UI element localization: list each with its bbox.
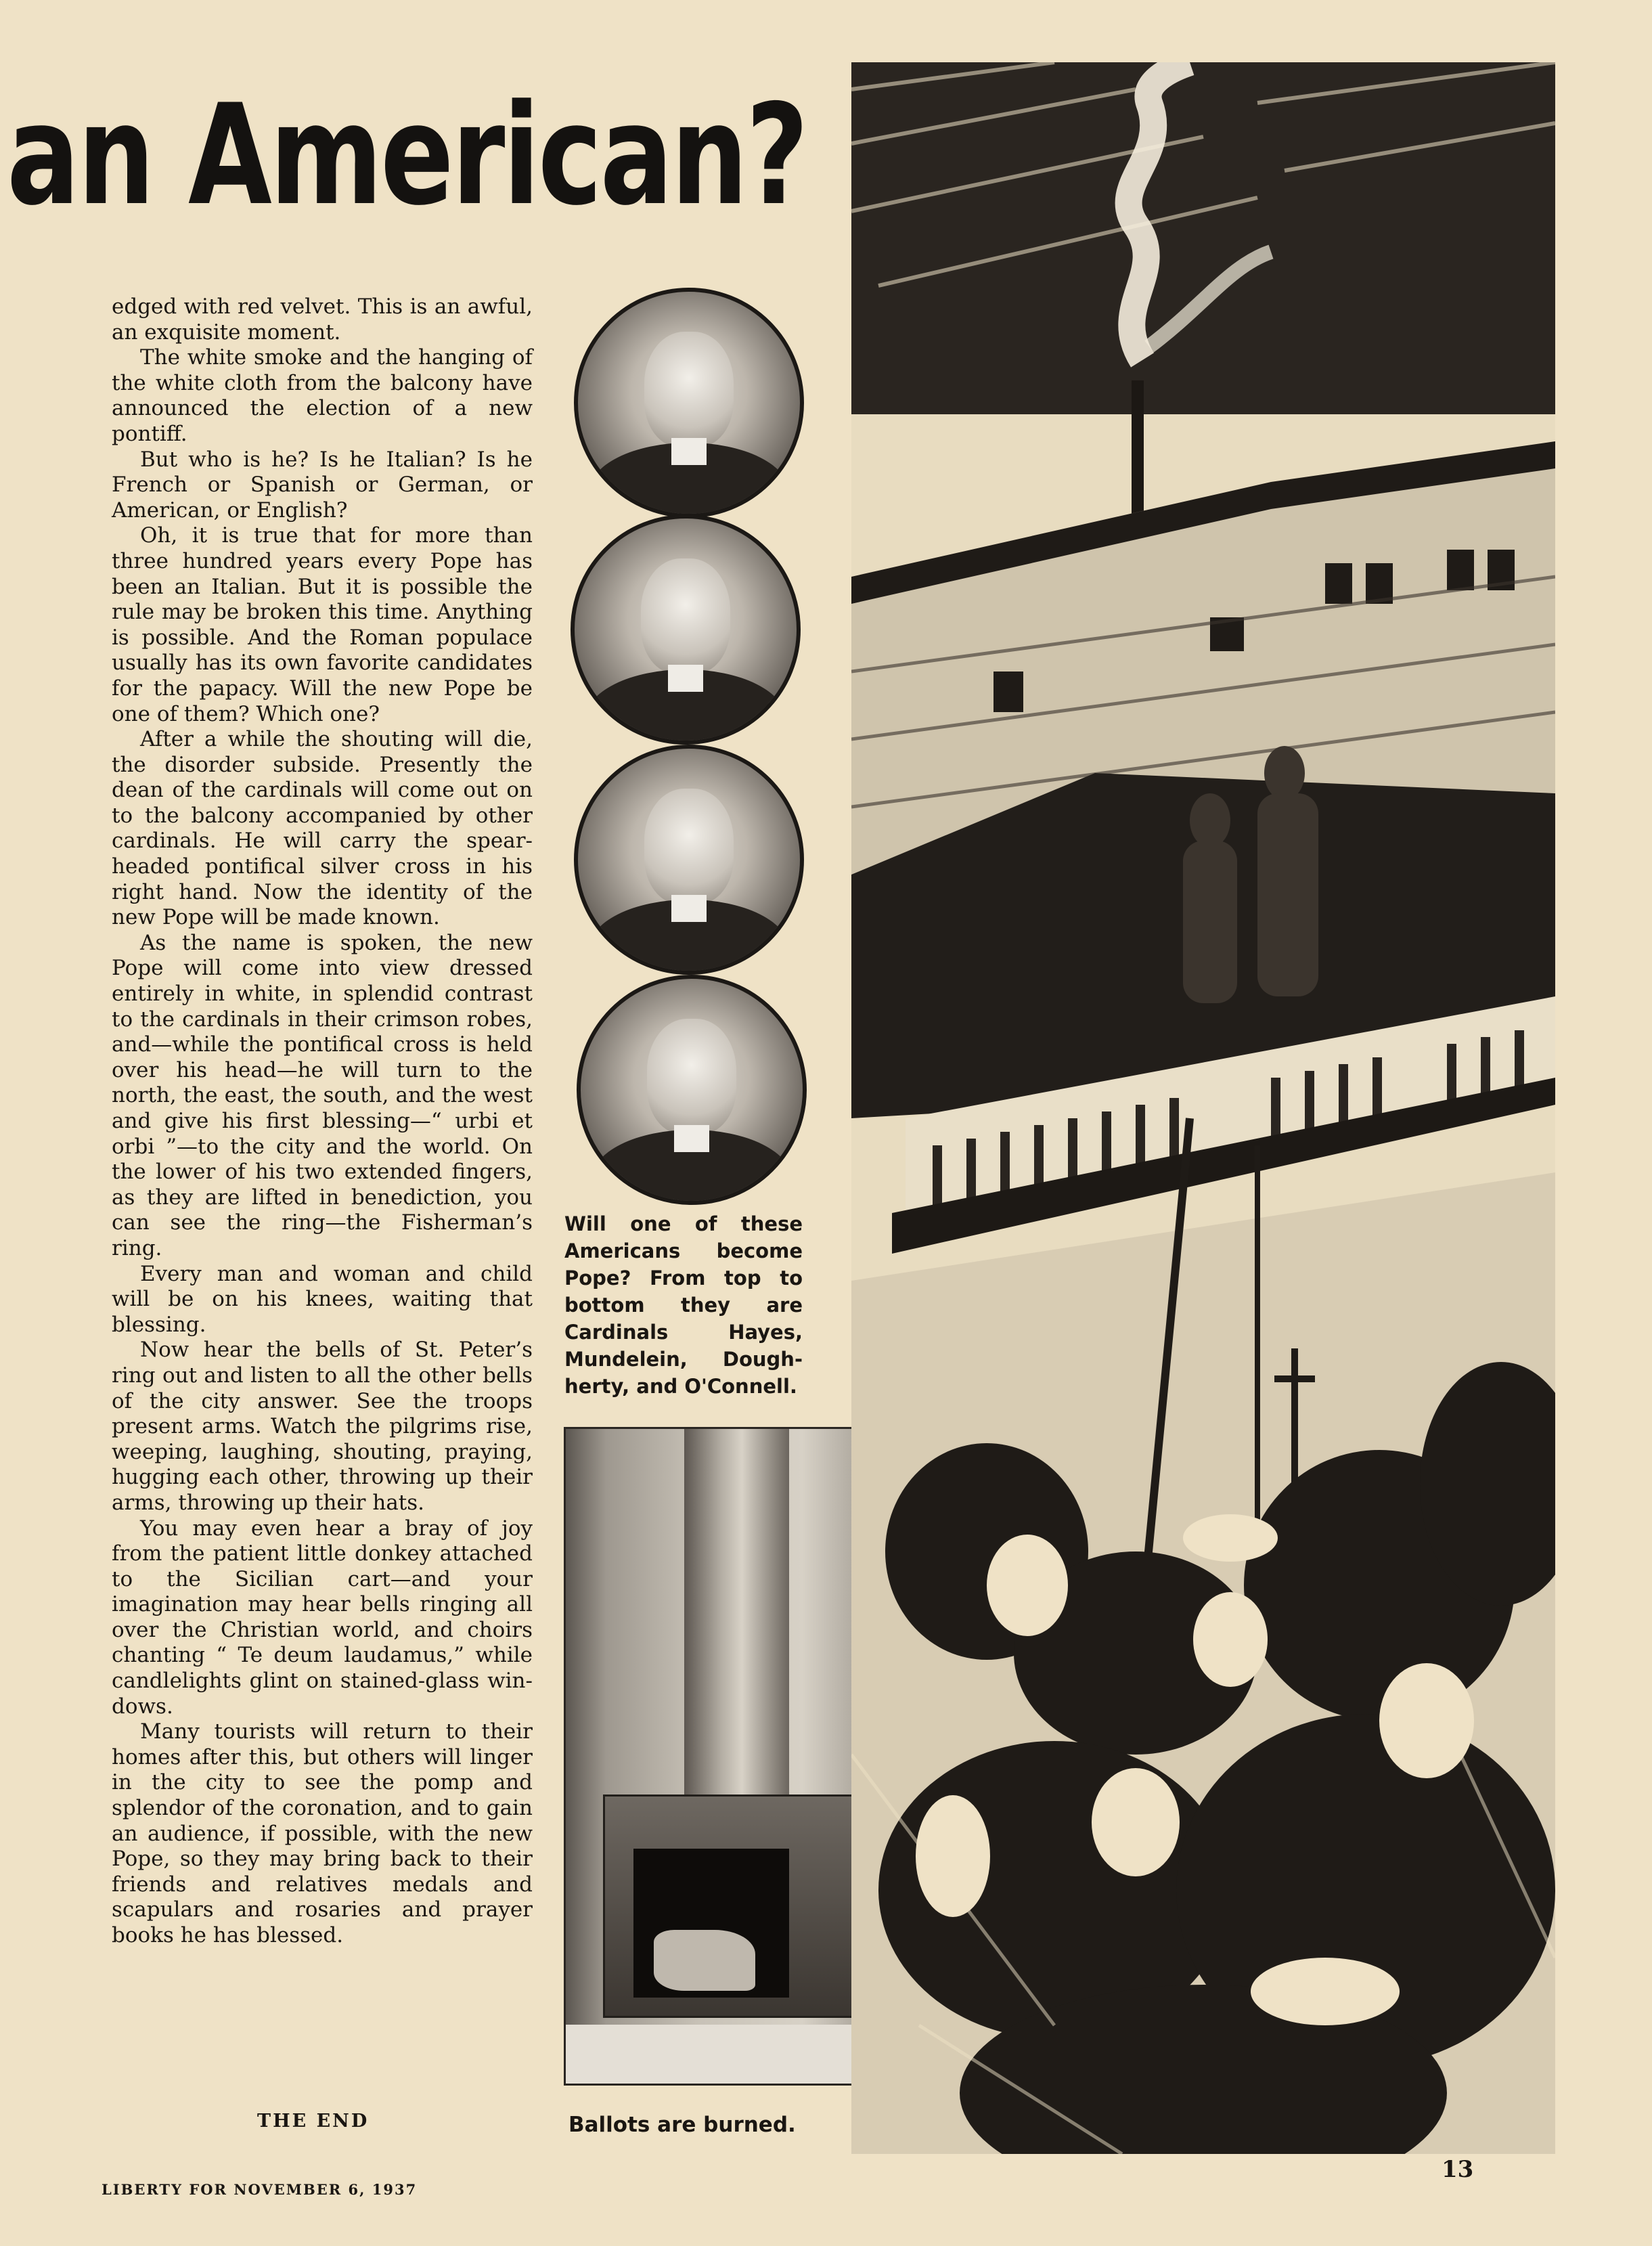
paragraph: After a while the shouting will die, the disorder subside. Presently the dean of the cardinals will come out on to the balcony accompanied by other cardinals. He will carry the spear-headed pontifical silver cross in his right hand. Now the identity of the new Pope will be made known. [112,727,533,930]
paragraph: edged with red velvet. This is an awful, an exquisite moment. [112,294,533,345]
paragraph: Oh, it is true that for more than three hundred years every Pope has been an Italian. But it is possible the rule may be broken this time. Anything is possible. And the Roman populace usually has its own favorite candidates for the papacy. Will the new Pope be one of them? Which one? [112,523,533,726]
paragraph: But who is he? Is he Italian? Is he French or Spanish or German, or American, or English? [112,447,533,523]
footer-publication: LIBERTY FOR NOVEMBER 6, 1937 [102,2181,418,2198]
cardinals-caption: Will one of these Americans become Pope? From top to bottom they are Cardinals Hayes, Mundelein, Doughherty, and O'Connell. [564,1212,803,1398]
paragraph: As the name is spoken, the new Pope will come into view dressed entirely in white, in splendid contrast to the cardinals in their crimson robes, and—while the pontifical cross is held over his head—he will turn to the north, the east, the south, and the west and give his first blessing—“ urbi et orbi ”—to the city and the world. On the lower of his two extended fingers, as they are lifted in benediction, you can see the ring—the Fisherman’s ring. [112,930,533,1260]
paragraph: Many tourists will return to their homes after this, but others will linger in the city to see the pomp and splendor of the coronation, and to gain an audience, if possible, with the new Pope, so they may bring back to their friends and relatives medals and scapulars and rosaries and prayer books he has blessed. [112,1719,533,1947]
paragraph: The white smoke and the hanging of the white cloth from the balcony have announced the election of a new pontiff. [112,345,533,446]
paragraph: Now hear the bells of St. Peter’s ring out and listen to all the other bells of the city answer. See the troops present arms. Watch the pilgrims rise, weeping, laughing, shouting, praying, hugging each other, throwing up their arms, throwing up their hats. [112,1338,533,1515]
the-end: THE END [257,2111,370,2132]
cardinal-hayes-portrait [574,288,804,518]
article-body [112,294,533,1949]
headline: an American? [7,75,807,236]
cardinal-oconnell-portrait [577,975,807,1205]
paragraph: You may even hear a bray of joy from the patient little donkey attached to the Sicilian cart—and your imagination may hear bells ringing all over the Christian world, and choirs chanting “ Te deum laudamus,” while candlelights glint on stained-glass windows. [112,1516,533,1719]
balcony-illustration [851,62,1555,2154]
cardinal-dougherty-portrait [574,745,804,975]
page-number: 13 [1442,2156,1474,2183]
cardinal-mundelein-portrait [571,514,801,745]
paragraph: Every man and woman and child will be on his knees, waiting that blessing. [112,1261,533,1337]
stove-caption: Ballots are burned. [568,2113,796,2137]
